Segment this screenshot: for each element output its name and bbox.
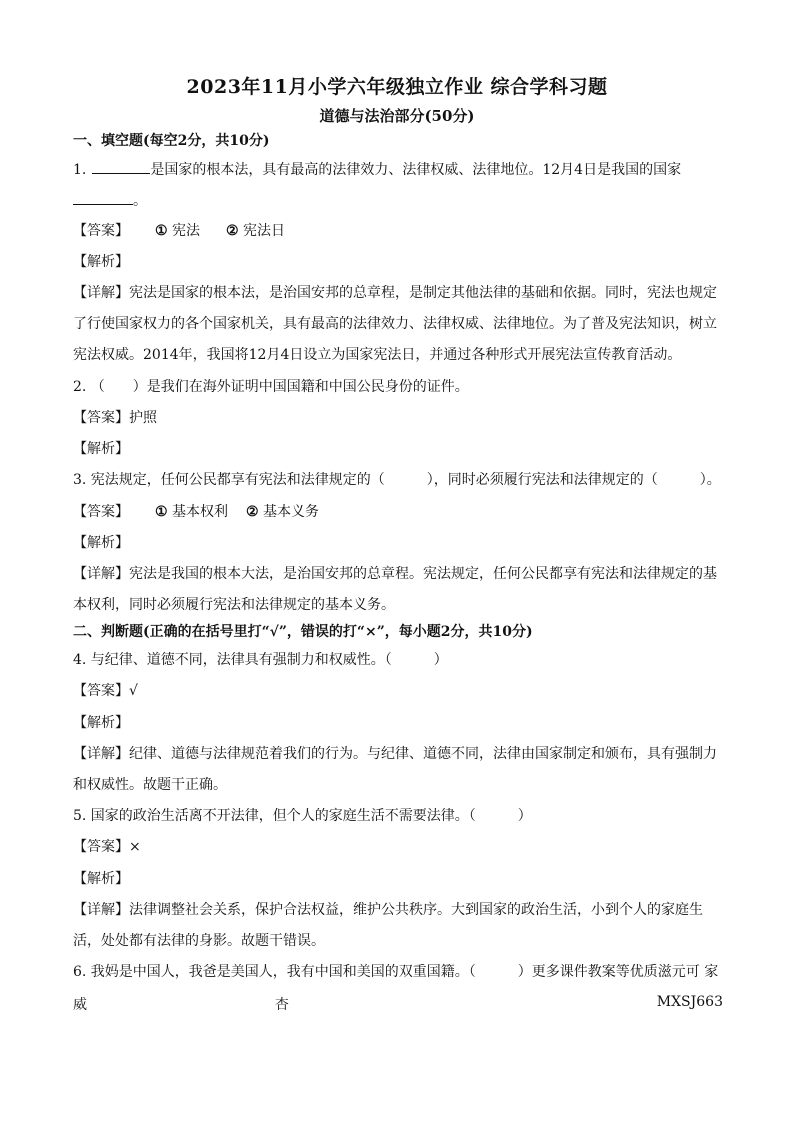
answer-value: √ <box>129 683 138 699</box>
question-6: 6. 我妈是中国人，我爸是美国人，我有中国和美国的双重国籍。（ ）更多课件教案等优质滋元可 家 <box>73 964 719 980</box>
question-1-line-2 <box>73 190 733 211</box>
answer-mark: ② <box>246 504 259 520</box>
answer-mark: ① <box>155 223 168 239</box>
detail-text: 宪法是国家的根本法，是治国安邦的总章程，是制定其他法律的基础和依据。同时，宪法也规定 <box>129 285 717 301</box>
footer-center-text: 杏 <box>274 997 289 1013</box>
answer-row-q3 <box>73 502 733 522</box>
analysis-tag: 【解析】 <box>73 254 129 270</box>
detail-tag: 【详解】 <box>73 746 129 762</box>
detail-text: 和权威性。故题干正确。 <box>73 777 227 793</box>
answer-tag: 【答案】 <box>73 839 129 855</box>
detail-row-q5 <box>73 900 733 920</box>
detail-tag: 【详解】 <box>73 566 129 582</box>
footer-code: MXSJ663 <box>656 994 723 1010</box>
question-1-line-1 <box>73 159 733 180</box>
answer-value: 基本权利 <box>172 504 229 520</box>
answer-row-q5 <box>73 837 733 857</box>
answer-blank <box>92 159 150 174</box>
question-text: 。 <box>133 193 147 209</box>
detail-row-q3 <box>73 564 733 584</box>
detail-tag: 【详解】 <box>73 285 129 301</box>
footer-left-text: 威 <box>73 997 87 1013</box>
answer-tag: 【答案】 <box>73 410 129 426</box>
answer-mark: ① <box>155 504 168 520</box>
page-subtitle: 道德与法治部分(50分) <box>319 107 475 125</box>
answer-row-q2 <box>73 408 733 428</box>
answer-tag: 【答案】 <box>73 504 129 520</box>
detail-text: 本权利，同时必须履行宪法和法律规定的基本义务。 <box>73 597 395 613</box>
answer-value: 护照 <box>129 410 157 426</box>
answer-value: 基本义务 <box>263 504 320 520</box>
detail-tag: 【详解】 <box>73 902 129 918</box>
page-title: 2023年11月小学六年级独立作业 综合学科习题 <box>186 76 608 98</box>
detail-text: 纪律、道德与法律规范着我们的行为。与纪律、道德不同，法律由国家制定和颁布，具有强制力 <box>129 746 717 762</box>
answer-tag: 【答案】 <box>73 223 129 239</box>
question-2: 2. （ ）是我们在海外证明中国国籍和中国公民身份的证件。 <box>73 379 469 395</box>
answer-row-q1 <box>73 221 733 241</box>
answer-value: 宪法日 <box>243 223 286 239</box>
detail-row-q1 <box>73 283 733 303</box>
detail-row-q4 <box>73 744 733 764</box>
analysis-tag: 【解析】 <box>73 871 129 887</box>
detail-text: 活，处处都有法律的身影。故题干错误。 <box>73 933 325 949</box>
section-heading-true-false: 二、判断题(正确的在括号里打“√”，错误的打“×”，每小题2分，共10分) <box>73 624 533 640</box>
answer-row-q4 <box>73 681 733 701</box>
answer-blank <box>73 190 133 205</box>
section-heading-fill-blank: 一、填空题(每空2分，共10分) <box>73 133 270 149</box>
question-number: 1. <box>73 162 87 178</box>
question-4: 4. 与纪律、道德不同，法律具有强制力和权威性。（ ） <box>73 652 448 668</box>
detail-text: 法律调整社会关系，保护合法权益，维护公共秩序。大到国家的政治生活，小到个人的家庭生 <box>129 902 703 918</box>
detail-text: 了行使国家权力的各个国家机关，具有最高的法律效力、法律权威、法律地位。为了普及宪法知识，树立 <box>73 316 717 332</box>
question-text: 是国家的根本法，具有最高的法律效力、法律权威、法律地位。12月4日是我国的国家 <box>150 162 682 178</box>
answer-value: × <box>129 839 141 855</box>
answer-tag: 【答案】 <box>73 683 129 699</box>
analysis-tag: 【解析】 <box>73 441 129 457</box>
question-5: 5. 国家的政治生活离不开法律，但个人的家庭生活不需要法律。（ ） <box>73 808 532 824</box>
answer-mark: ② <box>226 223 239 239</box>
detail-text: 宪法是我国的根本大法，是治国安邦的总章程。宪法规定，任何公民都享有宪法和法律规定的基 <box>129 566 717 582</box>
footer-watermark-row <box>73 994 723 1014</box>
question-3: 3. 宪法规定，任何公民都享有宪法和法律规定的（ ），同时必须履行宪法和法律规定的（ ）。 <box>73 472 721 488</box>
answer-value: 宪法 <box>172 223 201 239</box>
detail-text: 宪法权威。2014年，我国将12月4日设立为国家宪法日，并通过各种形式开展宪法宣传教育活动。 <box>73 347 682 363</box>
analysis-tag: 【解析】 <box>73 535 129 551</box>
analysis-tag: 【解析】 <box>73 715 129 731</box>
